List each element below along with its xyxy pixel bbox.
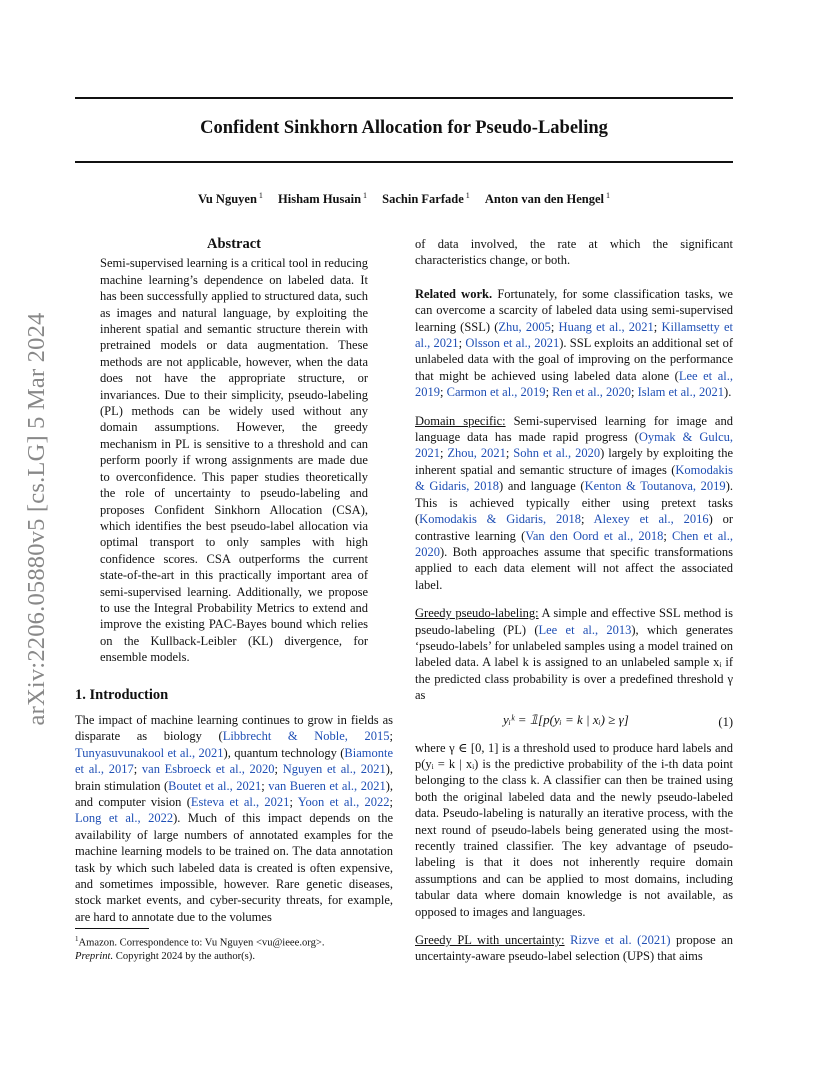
- author-list: [75, 191, 733, 207]
- author: Anton van den Hengel $^1$: [484, 191, 611, 207]
- top-rule: [75, 97, 733, 99]
- domain-specific-heading: Domain specific:: [415, 413, 506, 428]
- citation-link[interactable]: Tunyasuvunakool et al., 2021: [75, 745, 224, 760]
- citation-link[interactable]: Huang et al., 2021: [558, 319, 654, 334]
- citation-link[interactable]: Killamsetty et al., 2021: [415, 319, 733, 351]
- author: Vu Nguyen $^1$: [197, 191, 263, 207]
- citation-link[interactable]: Esteva et al., 2021: [190, 795, 290, 809]
- arxiv-stamp: [20, 288, 54, 750]
- greedy-pl-uncertainty-heading: Greedy PL with uncertainty:: [415, 933, 565, 948]
- author: Sachin Farfade $^1$: [382, 191, 470, 207]
- citation-link[interactable]: Komodakis & Gidaris, 2018: [419, 512, 581, 527]
- citation-link[interactable]: Rizve et al. (2021): [570, 933, 671, 948]
- citation-link[interactable]: van Esbroeck et al., 2020: [141, 762, 275, 777]
- abstract-heading: Abstract: [207, 236, 261, 252]
- equation-explanation-paragraph: where γ ∈ [0, 1] is a threshold used to produce hard labels and p(yᵢ = k | xᵢ) is the predictive probability of the i-th data point belonging to the class k. A classifier can then be trained using both the original labeled data and the newly pseudo-labeled data. Pseudo-labeling is naturally an iterative process, with the next round of pseudo-labels being generated using the most-recently trained classifier. The key advantage of pseudo-labeling is that it does not inherently require domain assumptions and can be applied to most domains, including tabular data where domain knowledge is not available, as opposed to images and languages.: [415, 740, 733, 919]
- citation-link[interactable]: Boutet et al., 2021: [168, 778, 262, 793]
- citation-link[interactable]: Sohn et al., 2020: [513, 446, 601, 461]
- greedy-pseudo-labeling-heading: Greedy pseudo-labeling:: [415, 606, 539, 621]
- related-work-paragraph: Related work. Fortunately, for some classification tasks, we can overcome a scarcity of labeled data using semi-supervised learning (SSL) (Zhu, 2005; Huang et al., 2021; Killamsetty et al., 2021; Olsson et al., 2021). SSL exploits an additional set of unlabeled data with the goal of improving on the performance that might be achieved using labeled data alone (Lee et al., 2019; Carmon et al., 2019; Ren et al., 2020; Islam et al., 2021).: [415, 286, 733, 400]
- citation-link[interactable]: Lee et al., 2019: [415, 368, 733, 400]
- paper-title: Confident Sinkhorn Allocation for Pseudo-Labeling: [200, 118, 608, 138]
- citation-link[interactable]: Long et al., 2022: [75, 811, 174, 826]
- citation-link[interactable]: Ren et al., 2020: [552, 385, 631, 400]
- citation-link[interactable]: Chen et al., 2020: [415, 528, 733, 559]
- footnote-rule: [75, 928, 149, 929]
- citation-link[interactable]: van Bueren et al., 2021: [268, 778, 386, 793]
- equation-1: [415, 708, 733, 736]
- citation-link[interactable]: Van den Oord et al., 2018: [525, 528, 664, 543]
- citation-link[interactable]: Lee et al., 2013: [538, 622, 632, 637]
- greedy-pseudo-labeling-paragraph: Greedy pseudo-labeling: A simple and effective SSL method is pseudo-labeling (PL) (Lee et al., 2013), which generates ‘pseudo-labels’ for unlabeled samples using a model trained on labeled data. A label k is assigned to an unlabeled sample xᵢ if the predicted class probability is over a predefined threshold γ as: [415, 606, 734, 703]
- citation-link[interactable]: Olsson et al., 2021: [465, 336, 560, 351]
- related-work-heading: Related work.: [415, 286, 493, 301]
- citation-link[interactable]: Zhu, 2005: [498, 319, 551, 334]
- citation-link[interactable]: Carmon et al., 2019: [446, 385, 546, 400]
- citation-link[interactable]: Zhou, 2021: [447, 446, 506, 461]
- footnote-affiliation: $^1$Amazon. Correspondence to: Vu Nguyen <vu@ieee.org>.: [75, 935, 325, 949]
- equation-number: (1): [718, 714, 733, 729]
- citation-link[interactable]: Kenton & Toutanova, 2019: [584, 479, 726, 494]
- citation-link[interactable]: Oymak & Gulcu, 2021: [415, 430, 733, 461]
- introduction-paragraph: The impact of machine learning continues to grow in fields as disparate as biology (Libbrecht & Noble, 2015; Tunyasuvunakool et al., 2021), quantum technology (Biamonte et al., 2017; van Esbroeck et al., 2020; Nguyen et al., 2021), brain stimulation (Boutet et al., 2021; van Bueren et al., 2021), and computer vision (Esteva et al., 2021; Yoon et al., 2022; Long et al., 2022). Much of this impact depends on the availability of large numbers of annotated examples for the machine learning models to be trained on. The data annotation task by which such labeled data is created is often expensive, and sometimes impossible, however. Rare genetic diseases, stock market events, and cyber-security threats, for example, are hard to annotate due to the volumes: [75, 712, 393, 924]
- domain-specific-paragraph: Domain specific: Semi-supervised learning for image and language data has made rapid progress (Oymak & Gulcu, 2021; Zhou, 2021; Sohn et al., 2020) largely by exploiting the inherent spatial and semantic structure of images (Komodakis & Gidaris, 2018) and language (Kenton & Toutanova, 2019). This is achieved typically either using pretext tasks (Komodakis & Gidaris, 2018; Alexey et al., 2016) or contrastive learning (Van den Oord et al., 2018; Chen et al., 2020). Both approaches assume that specific transformations applied to each data element will not affect the associated label.: [415, 413, 733, 592]
- title-bottom-rule: [75, 161, 733, 163]
- citation-link[interactable]: Alexey et al., 2016: [593, 512, 709, 527]
- right-column: [415, 236, 733, 965]
- citation-link[interactable]: Biamonte et al., 2017: [75, 745, 393, 777]
- citation-link[interactable]: Komodakis & Gidaris, 2018: [415, 462, 733, 494]
- footnote-copyright: Preprint. Copyright 2024 by the author(s).: [75, 951, 255, 963]
- greedy-pl-uncertainty-paragraph: Greedy PL with uncertainty: Rizve et al. (2021) propose an uncertainty-aware pseudo-label selection (UPS) that aims: [415, 933, 733, 964]
- continued-paragraph: of data involved, the rate at which the significant characteristics change, or both.: [415, 237, 733, 268]
- citation-link[interactable]: Libbrecht & Noble, 2015: [222, 729, 390, 744]
- arxiv-identifier: arXiv:2206.05880v5 [cs.LG] 5 Mar 2024: [23, 312, 50, 726]
- author: Hisham Husain $^1$: [278, 191, 368, 207]
- citation-link[interactable]: Islam et al., 2021: [637, 385, 725, 400]
- introduction-heading: 1. Introduction: [75, 686, 169, 703]
- left-column: [75, 236, 393, 925]
- equation-expression: yᵢᵏ = 𝟙[p(yᵢ = k | xᵢ) ≥ γ]: [503, 711, 629, 727]
- citation-link[interactable]: Nguyen et al., 2021: [282, 762, 386, 777]
- footnote: [75, 928, 393, 964]
- abstract-text: Semi-supervised learning is a critical tool in reducing machine learning’s dependence on labeled data. It has been successfully applied to structured data, such as images and natural language, by exploiting the inherent spatial and semantic structure therein with pretrained models or data augmentation. These methods are not applicable, however, when the data does not have the appropriate structure, or invariances. Due to their simplicity, pseudo-labeling (PL) methods can be widely used without any domain assumptions. However, the greedy mechanism in PL is sensitive to a threshold and can perform poorly if wrong assignments are made due to overconfidence. This paper studies theoretically the role of uncertainty to pseudo-labeling and proposes Confident Sinkhorn Allocation (CSA), which identifies the best pseudo-label allocation via optimal transport to only samples with high confidence scores. CSA outperforms the current state-of-the-art in this practically important area of semi-supervised learning. Additionally, we propose to use the Integral Probability Metrics to extend and improve the existing PAC-Bayes bound which relies on the Kullback-Leibler (KL) divergence, for ensemble models.: [100, 256, 368, 665]
- citation-link[interactable]: Yoon et al., 2022: [297, 795, 390, 809]
